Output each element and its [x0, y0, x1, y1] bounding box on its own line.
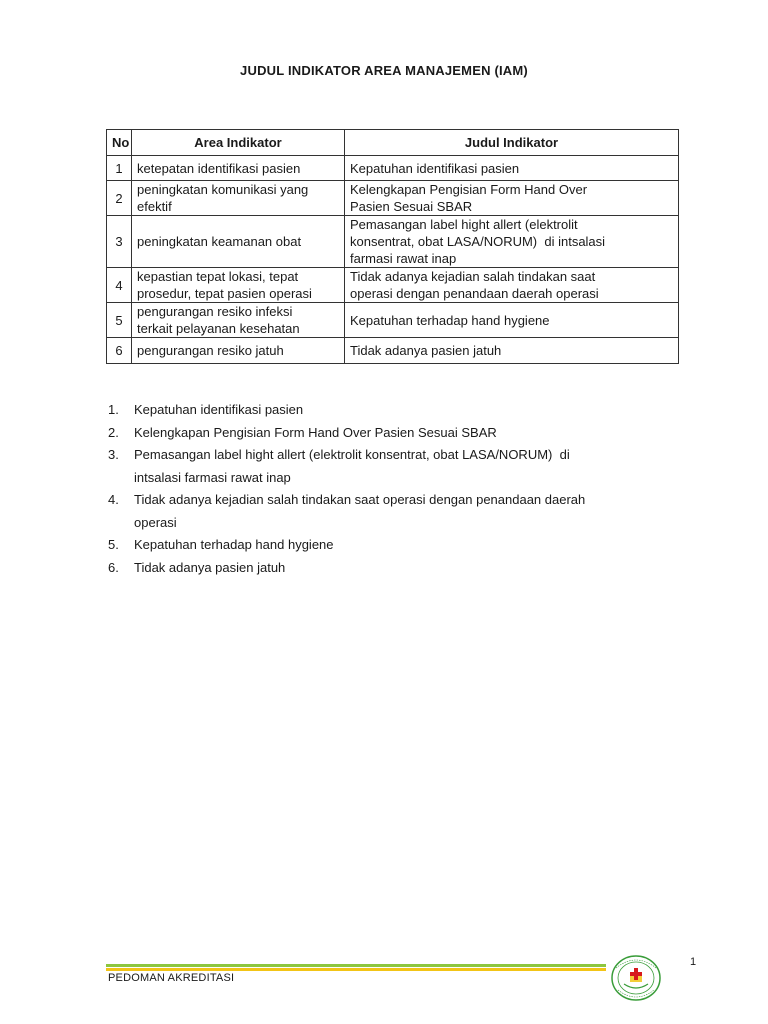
- cell-no: 2: [107, 181, 132, 216]
- cell-no: 4: [107, 268, 132, 303]
- cell-line: terkait pelayanan kesehatan: [137, 321, 300, 336]
- cell-judul: [345, 268, 679, 303]
- list-item: [108, 422, 668, 445]
- list-line: intsalasi farmasi rawat inap: [134, 469, 291, 485]
- footer-rule-yellow: [106, 968, 606, 971]
- cell-judul: [345, 181, 679, 216]
- cell-line: Kelengkapan Pengisian Form Hand Over: [350, 182, 588, 197]
- cell-area: [132, 268, 345, 303]
- cell-area: [132, 156, 345, 181]
- cell-line: efektif: [137, 199, 172, 214]
- list-line: Tidak adanya kejadian salah tindakan saat operasi dengan penandaan daerah: [134, 492, 586, 507]
- indicator-table: [106, 129, 679, 364]
- list-line: Kepatuhan terhadap hand hygiene: [134, 537, 334, 552]
- cell-line: peningkatan keamanan obat: [137, 234, 302, 249]
- cell-line: Kepatuhan terhadap hand hygiene: [350, 312, 550, 328]
- list-item: [108, 557, 668, 580]
- cell-line: pengurangan resiko jatuh: [137, 343, 284, 358]
- cell-line: prosedur, tepat pasien operasi: [137, 286, 312, 301]
- table-header-row: [107, 130, 679, 156]
- cell-no: 1: [107, 156, 132, 181]
- hospital-seal-logo-icon: [610, 954, 662, 1002]
- page-number: 1: [690, 956, 697, 968]
- table-row: [107, 338, 679, 364]
- table-row: [107, 181, 679, 216]
- cell-line: Kepatuhan identifikasi pasien: [350, 160, 520, 176]
- footer-rule-green: [106, 964, 606, 967]
- cell-area: [132, 216, 345, 268]
- cell-line: Pasien Sesuai SBAR: [350, 199, 473, 214]
- cell-area: [132, 338, 345, 364]
- cell-line: Tidak adanya pasien jatuh: [350, 343, 502, 358]
- list-line: Kepatuhan identifikasi pasien: [134, 402, 304, 417]
- cell-line: kepastian tepat lokasi, tepat: [137, 269, 299, 284]
- cell-no: 6: [107, 338, 132, 364]
- cell-line: pengurangan resiko infeksi: [137, 304, 293, 319]
- list-item: [108, 489, 668, 534]
- list-line: Tidak adanya pasien jatuh: [134, 559, 286, 575]
- cell-line: Tidak adanya kejadian salah tindakan saat: [350, 269, 596, 284]
- page-title: JUDUL INDIKATOR AREA MANAJEMEN (IAM): [240, 63, 528, 78]
- header-judul-indikator: Judul Indikator: [345, 130, 679, 156]
- cell-no: 5: [107, 303, 132, 338]
- indicator-list: [108, 399, 668, 579]
- footer-text: PEDOMAN AKREDITASI: [108, 972, 235, 984]
- table-row: [107, 268, 679, 303]
- table-row: [107, 303, 679, 338]
- list-item: [108, 444, 668, 489]
- cell-no: 3: [107, 216, 132, 268]
- cell-area: [132, 303, 345, 338]
- list-line: Pemasangan label hight allert (elektrolit konsentrat, obat LASA/NORUM) di: [134, 447, 570, 462]
- list-number: 4.: [108, 492, 119, 507]
- list-number: 1.: [108, 402, 119, 417]
- cell-line: konsentrat, obat LASA/NORUM) di intsalasi: [350, 234, 606, 249]
- cell-line: operasi dengan penandaan daerah operasi: [350, 286, 599, 301]
- cell-line: ketepatan identifikasi pasien: [137, 160, 301, 176]
- header-area-indikator: Area Indikator: [132, 130, 345, 156]
- list-item: [108, 534, 668, 557]
- cell-judul: [345, 338, 679, 364]
- list-number: 5.: [108, 537, 119, 552]
- list-number: 3.: [108, 447, 119, 462]
- table-row: [107, 156, 679, 181]
- cell-line: Pemasangan label hight allert (elektrolit: [350, 217, 578, 232]
- list-number: 2.: [108, 424, 119, 440]
- list-line: operasi: [134, 514, 177, 530]
- cell-judul: [345, 303, 679, 338]
- list-number: 6.: [108, 559, 119, 575]
- list-item: [108, 399, 668, 422]
- cell-judul: [345, 156, 679, 181]
- cell-line: farmasi rawat inap: [350, 251, 457, 266]
- header-no: No: [107, 130, 132, 156]
- list-line: Kelengkapan Pengisian Form Hand Over Pasien Sesuai SBAR: [134, 424, 497, 440]
- table-row: [107, 216, 679, 268]
- cell-area: [132, 181, 345, 216]
- cell-line: peningkatan komunikasi yang: [137, 182, 309, 197]
- cell-judul: [345, 216, 679, 268]
